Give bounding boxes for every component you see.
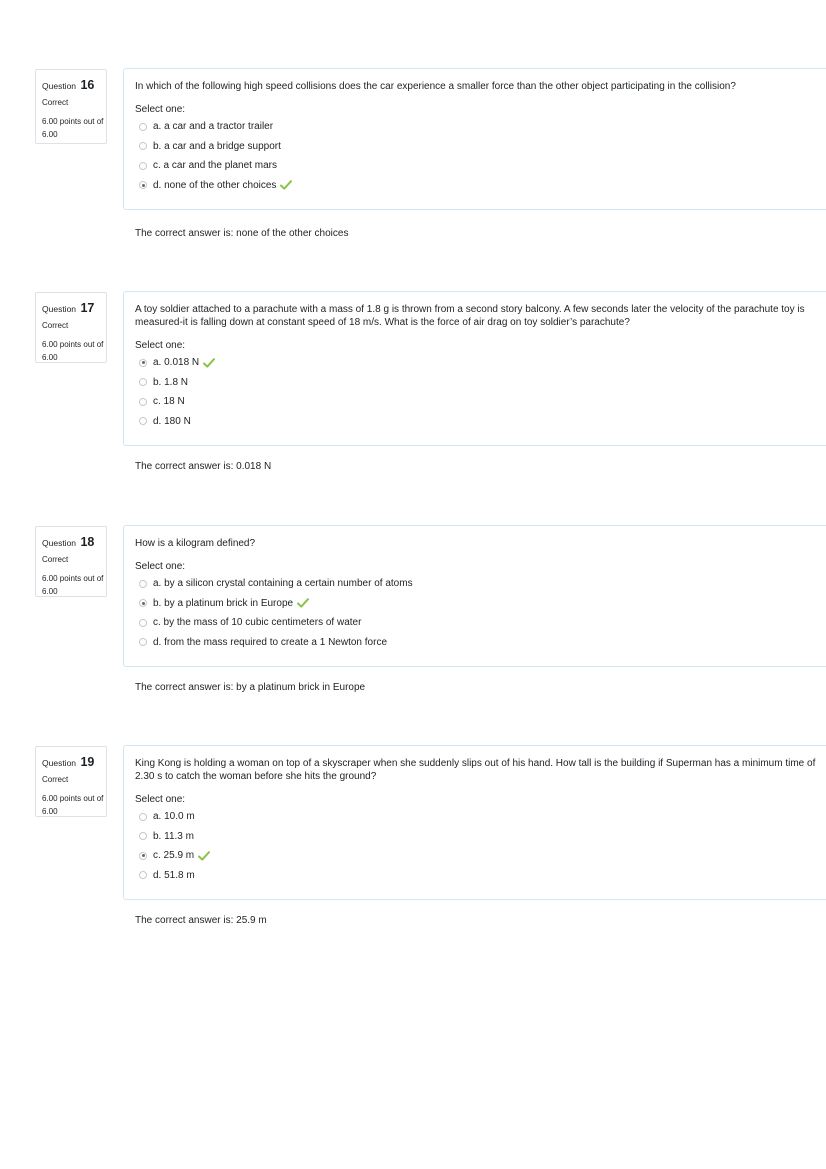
option-label: b. a car and a bridge support	[153, 140, 281, 152]
answer-option[interactable]	[135, 827, 826, 847]
correct-answer-feedback: The correct answer is: none of the other choices	[135, 228, 349, 239]
answer-option[interactable]	[135, 574, 826, 594]
question-formulation	[123, 745, 826, 900]
radio-button[interactable]	[139, 871, 147, 879]
radio-button[interactable]	[139, 123, 147, 131]
question-label: Question	[42, 81, 77, 91]
radio-button[interactable]	[139, 162, 147, 170]
check-icon	[198, 851, 210, 861]
correct-answer-feedback: The correct answer is: by a platinum brick in Europe	[135, 682, 366, 693]
option-label: b. by a platinum brick in Europe	[153, 597, 294, 609]
option-label: b. 11.3 m	[153, 830, 194, 842]
question-grade: 6.00 points out of 6.00	[42, 794, 104, 816]
option-label: c. by the mass of 10 cubic centimeters of water	[153, 617, 362, 629]
answer-options	[135, 807, 826, 885]
option-label: d. none of the other choices	[153, 179, 277, 191]
question-grade: 6.00 points out of 6.00	[42, 340, 104, 362]
answer-option[interactable]	[135, 807, 826, 827]
radio-button[interactable]	[139, 378, 147, 386]
answer-option[interactable]	[135, 392, 826, 412]
answer-option[interactable]	[135, 353, 826, 373]
radio-button[interactable]	[139, 619, 147, 627]
question-label: Question	[42, 538, 77, 548]
option-label: a. 10.0 m	[153, 811, 195, 823]
radio-button-selected[interactable]	[139, 181, 147, 189]
select-prompt: Select one:	[135, 104, 186, 115]
option-label: c. 25.9 m	[153, 850, 195, 862]
question-grade: 6.00 points out of 6.00	[42, 574, 104, 596]
option-label: c. a car and the planet mars	[153, 160, 277, 172]
option-label: d. from the mass required to create a 1 Newton force	[153, 636, 387, 648]
option-label: a. by a silicon crystal containing a certain number of atoms	[153, 578, 413, 590]
answer-option[interactable]	[135, 117, 826, 137]
question-info	[35, 746, 107, 817]
radio-button[interactable]	[139, 417, 147, 425]
radio-button-selected[interactable]	[139, 599, 147, 607]
answer-option[interactable]	[135, 613, 826, 633]
radio-button[interactable]	[139, 813, 147, 821]
question-text: How is a kilogram defined?	[135, 538, 256, 549]
question-number: 18	[80, 535, 95, 549]
correct-answer-feedback: The correct answer is: 25.9 m	[135, 915, 267, 926]
answer-option[interactable]	[135, 176, 826, 196]
question-number: 17	[80, 301, 95, 315]
question-state: Correct	[42, 321, 69, 330]
select-prompt: Select one:	[135, 561, 186, 572]
question-label: Question	[42, 758, 77, 768]
radio-button[interactable]	[139, 638, 147, 646]
question-formulation	[123, 525, 826, 667]
option-label: a. 0.018 N	[153, 357, 200, 369]
question-grade: 6.00 points out of 6.00	[42, 117, 104, 139]
option-label: a. a car and a tractor trailer	[153, 121, 274, 133]
option-label: d. 51.8 m	[153, 869, 195, 881]
radio-button-selected[interactable]	[139, 852, 147, 860]
question-label: Question	[42, 304, 77, 314]
radio-button[interactable]	[139, 832, 147, 840]
answer-options	[135, 117, 826, 195]
select-prompt: Select one:	[135, 794, 186, 805]
question-text: King Kong is holding a woman on top of a skyscraper when she suddenly slips out of his hand. How tall is the building if Superman has a minimum time of 2.30 s to catch the woman before she hits the ground?	[135, 758, 816, 782]
answer-option[interactable]	[135, 137, 826, 157]
select-prompt: Select one:	[135, 340, 186, 351]
answer-option[interactable]	[135, 866, 826, 886]
answer-option[interactable]	[135, 412, 826, 432]
question-formulation	[123, 291, 826, 446]
answer-option[interactable]	[135, 846, 826, 866]
answer-option[interactable]	[135, 633, 826, 653]
radio-button[interactable]	[139, 398, 147, 406]
option-label: d. 180 N	[153, 415, 191, 427]
answer-option[interactable]	[135, 156, 826, 176]
question-text: A toy soldier attached to a parachute with a mass of 1.8 g is thrown from a second story balcony. A few seconds later the velocity of the parachute toy is measured-it is falling down at constant speed of 18 m/s. What is the force of air drag on toy soldier’s parachute?	[135, 304, 805, 328]
check-icon	[297, 598, 309, 608]
question-text: In which of the following high speed collisions does the car experience a smaller force than the other object participating in the collision?	[135, 81, 736, 92]
option-label: b. 1.8 N	[153, 376, 189, 388]
radio-button[interactable]	[139, 580, 147, 588]
check-icon	[280, 180, 292, 190]
question-state: Correct	[42, 98, 69, 107]
question-info	[35, 526, 107, 597]
correct-answer-feedback: The correct answer is: 0.018 N	[135, 461, 272, 472]
question-number: 16	[80, 78, 95, 92]
question-info	[35, 69, 107, 144]
answer-options	[135, 574, 826, 652]
option-label: c. 18 N	[153, 396, 185, 408]
question-state: Correct	[42, 555, 69, 564]
radio-button[interactable]	[139, 142, 147, 150]
check-icon	[203, 358, 215, 368]
question-state: Correct	[42, 775, 69, 784]
question-formulation	[123, 68, 826, 210]
question-number: 19	[80, 755, 95, 769]
radio-button-selected[interactable]	[139, 359, 147, 367]
answer-option[interactable]	[135, 594, 826, 614]
answer-option[interactable]	[135, 373, 826, 393]
answer-options	[135, 353, 826, 431]
question-info	[35, 292, 107, 363]
